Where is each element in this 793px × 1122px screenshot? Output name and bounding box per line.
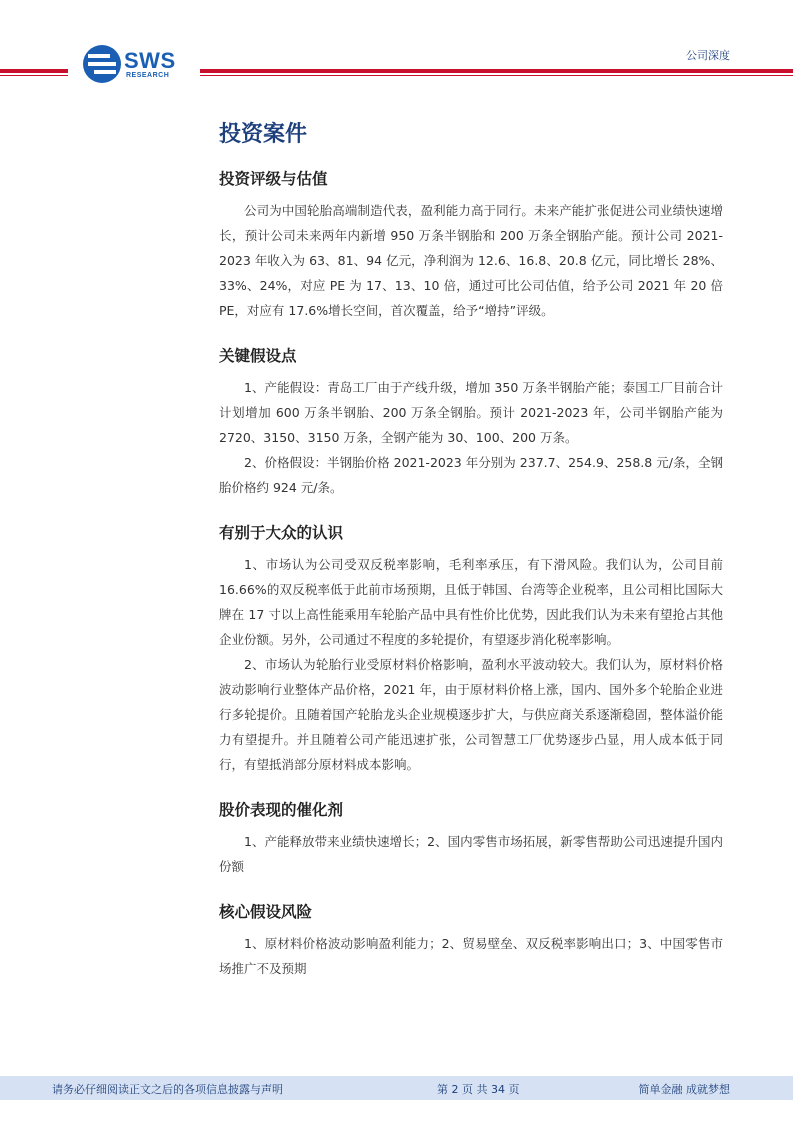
paragraph: 1、原材料价格波动影响盈利能力；2、贸易壁垒、双反税率影响出口；3、中国零售市场推广不及预期 <box>219 936 723 976</box>
section-risks <box>219 899 723 981</box>
section-title: 关键假设点 <box>219 347 297 365</box>
section-title: 有别于大众的认识 <box>219 524 344 542</box>
section-catalysts <box>219 797 723 879</box>
logo-text: SWS <box>124 48 176 73</box>
section-title: 投资评级与估值 <box>219 170 328 188</box>
footer-disclaimer: 请务必仔细阅读正文之后的各项信息披露与声明 <box>52 1083 283 1096</box>
page-title: 投资案件 <box>219 122 308 147</box>
header-rule-right <box>200 69 793 73</box>
header-rule-right-thin <box>200 75 793 76</box>
section-different-view <box>219 520 723 777</box>
logo-subtext: RESEARCH <box>126 72 170 79</box>
header-rule-left-thin <box>0 75 68 76</box>
section-title: 股价表现的催化剂 <box>219 801 344 819</box>
sws-logo-icon <box>82 44 122 84</box>
report-type-tag: 公司深度 <box>686 49 730 62</box>
paragraph: 公司为中国轮胎高端制造代表，盈利能力高于同行。未来产能扩张促进公司业绩快速增长，预计公司未来两年内新增 950 万条半钢胎和 200 万条全钢胎产能。预计公司 2021-2023 年收入为 63、81、94 亿元，净利润为 12.6、16.8、20.8 亿元，同比增长 28%、33%、24%，对应 PE 为 17、13、10 倍，通过可比公司估值，给予公司 2021 年 20 倍PE，对应有 17.6%增长空间，首次覆盖，给予“增持”评级。 <box>219 203 723 318</box>
footer-slogan: 简单金融 成就梦想 <box>638 1083 730 1096</box>
paragraph: 2、市场认为轮胎行业受原材料价格影响，盈利水平波动较大。我们认为，原材料价格波动影响行业整体产品价格，2021 年，由于原材料价格上涨，国内、国外多个轮胎企业进行多轮提价。且随着国产轮胎龙头企业规模逐步扩大，与供应商关系逐渐稳固，整体溢价能力有望提升。并且随着公司产能迅速扩张，公司智慧工厂优势逐步凸显，用人成本低于同行，有望抵消部分原材料成本影响。 <box>219 657 723 772</box>
paragraph: 1、产能释放带来业绩快速增长；2、国内零售市场拓展，新零售帮助公司迅速提升国内份额 <box>219 834 723 874</box>
paragraph: 2、价格假设：半钢胎价格 2021-2023 年分别为 237.7、254.9、258.8 元/条，全钢胎价格约 924 元/条。 <box>219 455 723 495</box>
section-valuation <box>219 166 723 323</box>
paragraph: 1、市场认为公司受双反税率影响，毛利率承压，有下滑风险。我们认为，公司目前 16.66%的双反税率低于此前市场预期，且低于韩国、台湾等企业税率，且公司相比国际大牌在 17 寸以上高性能乘用车轮胎产品中具有性价比优势，因此我们认为未来有望抢占其他企业份额。另外，公司通过不程度的多轮提价，有望逐步消化税率影响。 <box>219 557 723 647</box>
sws-logo <box>82 44 192 84</box>
main-content <box>219 118 723 1001</box>
page-number: 第 2 页 共 34 页 <box>437 1083 520 1096</box>
paragraph: 1、产能假设：青岛工厂由于产线升级，增加 350 万条半钢胎产能；泰国工厂目前合计计划增加 600 万条半钢胎、200 万条全钢胎。预计 2021-2023 年，公司半钢胎产能为 2720、3150、3150 万条，全钢产能为 30、100、200 万条。 <box>219 380 723 445</box>
section-title: 核心假设风险 <box>219 903 313 921</box>
section-key-assumptions <box>219 343 723 500</box>
header-rule-left <box>0 69 68 73</box>
